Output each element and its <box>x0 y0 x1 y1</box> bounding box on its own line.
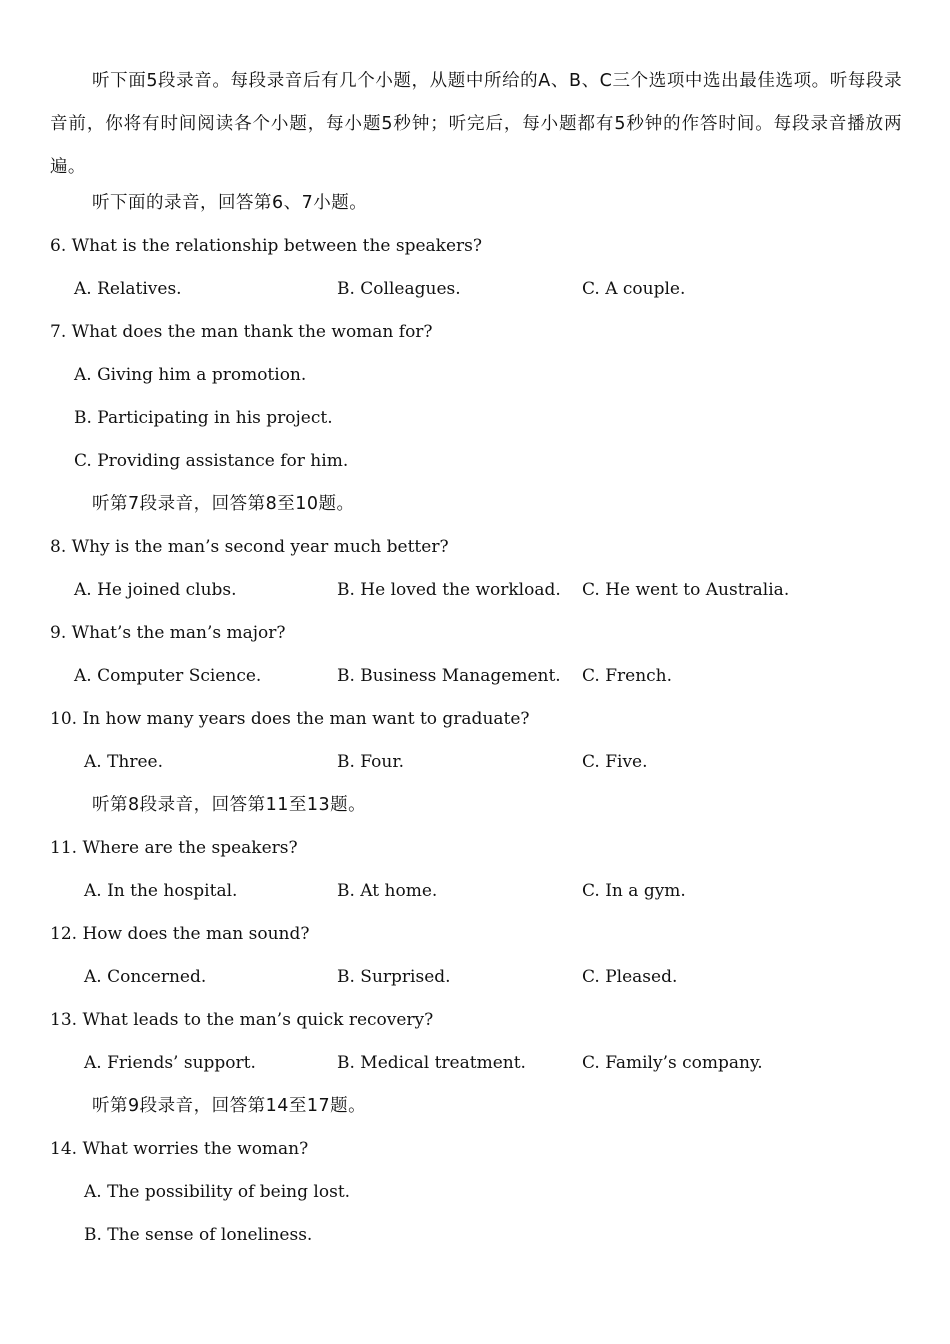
listening-instructions: 听下面5段录音。每段录音后有几个小题，从题中所给的A、B、C三个选项中选出最佳选项。听每段录音前，你将有时间阅读各个小题，每小题5秒钟；听完后，每小题都有5秒钟的作答时间。每段录音播放两遍。 <box>50 71 902 177</box>
option-13a: A. Friends’ support. <box>84 1053 256 1073</box>
question-stem-7: 7. What does the man thank the woman for? <box>50 322 433 342</box>
question-stem-8: 8. Why is the man’s second year much better? <box>50 537 449 557</box>
section-heading: 听第7段录音，回答第8至10题。 <box>92 494 355 514</box>
option-12b: B. Surprised. <box>337 967 451 987</box>
section-heading: 听下面的录音，回答第6、7小题。 <box>92 193 368 213</box>
option-9b: B. Business Management. <box>337 666 561 686</box>
option-14b: B. The sense of loneliness. <box>84 1225 313 1245</box>
option-7b: B. Participating in his project. <box>74 408 333 428</box>
option-8a: A. He joined clubs. <box>74 580 237 600</box>
option-8c: C. He went to Australia. <box>582 580 790 600</box>
option-9a: A. Computer Science. <box>74 666 262 686</box>
question-stem-11: 11. Where are the speakers? <box>50 838 298 858</box>
option-11b: B. At home. <box>337 881 438 901</box>
option-10c: C. Five. <box>582 752 648 772</box>
section-heading: 听第9段录音，回答第14至17题。 <box>92 1096 367 1116</box>
section-heading: 听第8段录音，回答第11至13题。 <box>92 795 367 815</box>
question-stem-12: 12. How does the man sound? <box>50 924 310 944</box>
question-stem-13: 13. What leads to the man’s quick recovery? <box>50 1010 434 1030</box>
question-stem-6: 6. What is the relationship between the speakers? <box>50 236 483 256</box>
option-11a: A. In the hospital. <box>84 881 238 901</box>
option-12c: C. Pleased. <box>582 967 678 987</box>
option-12a: A. Concerned. <box>84 967 207 987</box>
option-11c: C. In a gym. <box>582 881 686 901</box>
option-10b: B. Four. <box>337 752 405 772</box>
option-7c: C. Providing assistance for him. <box>74 451 349 471</box>
question-stem-10: 10. In how many years does the man want to graduate? <box>50 709 530 729</box>
option-9c: C. French. <box>582 666 673 686</box>
option-8b: B. He loved the workload. <box>337 580 561 600</box>
option-7a: A. Giving him a promotion. <box>74 365 307 385</box>
question-stem-9: 9. What’s the man’s major? <box>50 623 286 643</box>
option-14a: A. The possibility of being lost. <box>84 1182 351 1202</box>
option-6c: C. A couple. <box>582 279 686 299</box>
option-6b: B. Colleagues. <box>337 279 461 299</box>
option-13c: C. Family’s company. <box>582 1053 763 1073</box>
option-10a: A. Three. <box>84 752 164 772</box>
question-stem-14: 14. What worries the woman? <box>50 1139 309 1159</box>
option-6a: A. Relatives. <box>74 279 182 299</box>
option-13b: B. Medical treatment. <box>337 1053 526 1073</box>
